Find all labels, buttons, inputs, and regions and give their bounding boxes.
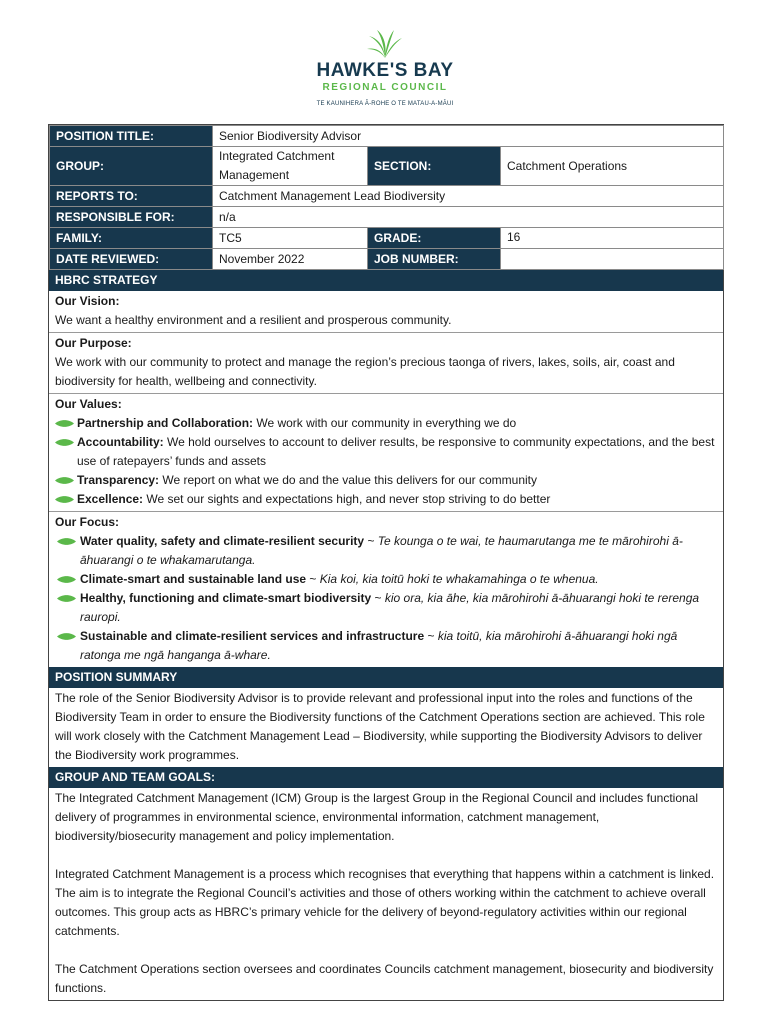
vision-text: We want a healthy environment and a resilient and prosperous community. xyxy=(55,313,452,327)
leaf-bullet-icon xyxy=(57,633,76,640)
value-text: We work with our community in everything we do xyxy=(253,416,517,430)
position-summary-section xyxy=(49,688,723,767)
goals-section xyxy=(49,788,723,1000)
focus-separator: ~ xyxy=(424,629,438,643)
focus-maori: Te kounga o te wai, te haumarutanga me te mārohirohi ā-āhuarangi o te whakamarutanga. xyxy=(80,534,683,567)
section-label: SECTION: xyxy=(368,147,501,186)
group-value: Integrated Catchment Management xyxy=(213,147,368,186)
value-name: Transparency: xyxy=(77,473,160,487)
focus-maori: Kia koi, kia toitū hoki te whakamahinga o te whenua. xyxy=(319,572,599,586)
focus-maori: kio ora, kia āhe, kia mārohirohi ā-āhuarangi hoki te rerenga rauropi. xyxy=(80,591,700,624)
group-label: GROUP: xyxy=(50,147,213,186)
responsible-for-label: RESPONSIBLE FOR: xyxy=(50,207,213,228)
leaf-logo-icon xyxy=(365,28,405,60)
focus-item xyxy=(55,570,717,589)
value-name: Partnership and Collaboration: xyxy=(77,416,254,430)
goals-paragraph: Integrated Catchment Management is a process which recognises that everything that happens within a catchment is linked. The aim is to integrate the Regional Council’s activities and those of others working within the catchment to achieve overall outcomes. This group acts as HBRC’s primary vehicle for the delivery of beyond-regulatory activities within our regional catchments. xyxy=(55,867,715,938)
leaf-bullet-icon xyxy=(55,420,74,427)
focus-maori: kia toitū, kia mārohirohi ā-āhuarangi hoki ngā ratonga me ngā hanganga ā-whare. xyxy=(80,629,678,662)
logo-maori-name: TE KAUNIHERA Ā-ROHE O TE MATAU-A-MĀUI xyxy=(316,101,454,107)
focus-separator: ~ xyxy=(364,534,378,548)
reports-to-value: Catchment Management Lead Biodiversity xyxy=(213,186,724,207)
focus-name: Healthy, functioning and climate-smart biodiversity xyxy=(80,591,372,605)
focus-separator: ~ xyxy=(371,591,385,605)
position-summary-text: The role of the Senior Biodiversity Advisor is to provide relevant and professional input into the roles and functions of the Biodiversity Team in order to ensure the Biodiversity functions of the Catchment Operations section are achieved. This role will work closely with the Catchment Management Lead – Biodiversity, while supporting the Biodiversity Advisors to deliver the Biodiversity work programmes. xyxy=(55,691,705,762)
leaf-bullet-icon xyxy=(57,538,76,545)
strategy-header: HBRC STRATEGY xyxy=(49,270,723,291)
goals-paragraph: The Catchment Operations section oversees and coordinates Councils catchment management, biosecurity and biodiversity functions. xyxy=(55,962,714,995)
focus-name: Sustainable and climate-resilient services and infrastructure xyxy=(80,629,425,643)
date-reviewed-value: November 2022 xyxy=(213,249,368,270)
value-name: Excellence: xyxy=(77,492,144,506)
logo-subtitle: REGIONAL COUNCIL xyxy=(322,82,448,93)
purpose-text: We work with our community to protect and manage the region’s precious taonga of rivers, lakes, soils, air, coast and biodiversity for health, wellbeing and connectivity. xyxy=(55,355,675,388)
leaf-bullet-icon xyxy=(55,439,74,446)
value-item xyxy=(55,471,717,490)
position-title-label: POSITION TITLE: xyxy=(50,126,213,147)
values-heading: Our Values: xyxy=(55,397,122,411)
position-title-value: Senior Biodiversity Advisor xyxy=(213,126,724,147)
value-item xyxy=(55,433,717,471)
purpose-heading: Our Purpose: xyxy=(55,336,132,350)
grade-value: 16 xyxy=(501,228,724,249)
leaf-bullet-icon xyxy=(57,595,76,602)
reports-to-label: REPORTS TO: xyxy=(50,186,213,207)
value-item xyxy=(55,414,717,433)
grade-label: GRADE: xyxy=(368,228,501,249)
value-text: We hold ourselves to account to deliver results, be responsive to community expectations, and the best use of ratepayers’ funds and assets xyxy=(77,435,715,468)
logo-name: HAWKE'S BAY xyxy=(316,60,454,81)
focus-separator: ~ xyxy=(306,572,320,586)
job-number-label: JOB NUMBER: xyxy=(368,249,501,270)
focus-heading: Our Focus: xyxy=(55,515,120,529)
focus-item xyxy=(55,589,717,627)
goals-paragraph: The Integrated Catchment Management (ICM) Group is the largest Group in the Regional Council and includes functional delivery of programmes in environmental science, environmental information, catchment management, biodiversity/biosecurity management and policy implementation. xyxy=(55,791,699,843)
focus-item xyxy=(55,532,717,570)
goals-header: GROUP AND TEAM GOALS: xyxy=(49,767,723,788)
section-value: Catchment Operations xyxy=(501,147,724,186)
vision-section xyxy=(49,291,723,332)
date-reviewed-label: DATE REVIEWED: xyxy=(50,249,213,270)
leaf-bullet-icon xyxy=(57,576,76,583)
position-info-table xyxy=(49,125,724,270)
position-description xyxy=(48,124,724,1001)
leaf-bullet-icon xyxy=(55,496,74,503)
focus-name: Water quality, safety and climate-resilient security xyxy=(80,534,365,548)
focus-name: Climate-smart and sustainable land use xyxy=(80,572,307,586)
leaf-bullet-icon xyxy=(55,477,74,484)
job-number-value xyxy=(501,249,724,270)
responsible-for-value: n/a xyxy=(213,207,724,228)
position-summary-header: POSITION SUMMARY xyxy=(49,667,723,688)
family-value: TC5 xyxy=(213,228,368,249)
value-item xyxy=(55,490,717,509)
purpose-section xyxy=(49,332,723,393)
value-text: We set our sights and expectations high, and never stop striving to do better xyxy=(143,492,551,506)
family-label: FAMILY: xyxy=(50,228,213,249)
focus-section xyxy=(49,511,723,667)
value-name: Accountability: xyxy=(77,435,164,449)
hbrc-logo xyxy=(300,28,470,112)
vision-heading: Our Vision: xyxy=(55,294,120,308)
values-section xyxy=(49,393,723,511)
focus-item xyxy=(55,627,717,665)
value-text: We report on what we do and the value this delivers for our community xyxy=(159,473,538,487)
